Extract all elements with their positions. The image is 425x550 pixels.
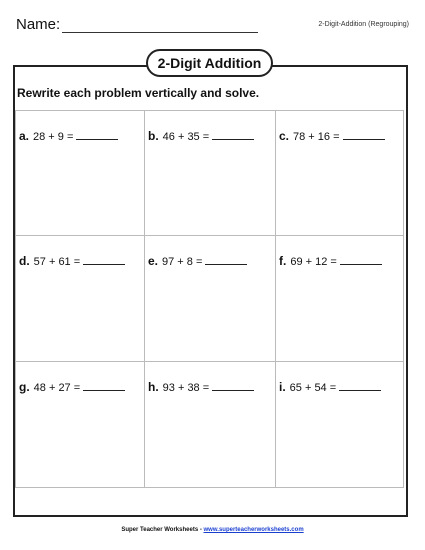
problem-cell	[145, 236, 276, 362]
problem-letter: c.	[279, 129, 290, 143]
problem-letter: i.	[279, 380, 286, 394]
problem-expression: 93 + 38 =	[162, 382, 210, 394]
answer-blank	[340, 256, 382, 265]
problem-cell	[276, 110, 404, 236]
answer-blank	[339, 382, 381, 391]
name-label: Name:	[16, 16, 61, 33]
problem-letter: b.	[148, 129, 159, 143]
problem-letter: h.	[148, 380, 159, 394]
answer-blank	[212, 382, 254, 391]
problem-expression: 48 + 27 =	[33, 382, 81, 394]
footer-separator: -	[198, 527, 204, 533]
problem-cell	[276, 236, 404, 362]
problem-grid	[15, 110, 404, 488]
name-row	[16, 16, 409, 36]
problem-expression: 97 + 8 =	[162, 256, 203, 268]
problem-cell	[145, 362, 276, 488]
problem-letter: d.	[19, 254, 30, 268]
answer-blank	[76, 131, 118, 140]
footer-link[interactable]: www.superteacherworksheets.com	[203, 527, 304, 533]
problem-cell	[15, 236, 145, 362]
problem-expression: 57 + 61 =	[33, 256, 81, 268]
answer-blank	[212, 131, 254, 140]
problem-expression: 28 + 9 =	[33, 131, 74, 143]
problem-letter: a.	[19, 129, 30, 143]
problem-letter: g.	[19, 380, 30, 394]
problem-letter: f.	[279, 254, 287, 268]
problem-expression: 65 + 54 =	[289, 382, 337, 394]
problem-expression: 78 + 16 =	[293, 131, 340, 143]
problem-letter: e.	[148, 254, 159, 268]
problem-cell	[145, 110, 276, 236]
footer-brand: Super Teacher Worksheets	[121, 527, 199, 533]
answer-blank	[343, 131, 385, 140]
problem-cell	[15, 362, 145, 488]
problem-expression: 46 + 35 =	[162, 131, 210, 143]
footer	[0, 527, 425, 533]
subject-label: 2-Digit-Addition (Regrouping)	[318, 21, 409, 28]
answer-blank	[205, 256, 247, 265]
answer-blank	[83, 382, 125, 391]
answer-blank	[83, 256, 125, 265]
worksheet-title: 2-Digit Addition	[146, 49, 273, 77]
problem-expression: 69 + 12 =	[290, 256, 337, 268]
instructions: Rewrite each problem vertically and solve.	[17, 86, 260, 100]
problem-cell	[15, 110, 145, 236]
name-blank-line	[62, 32, 258, 33]
problem-cell	[276, 362, 404, 488]
